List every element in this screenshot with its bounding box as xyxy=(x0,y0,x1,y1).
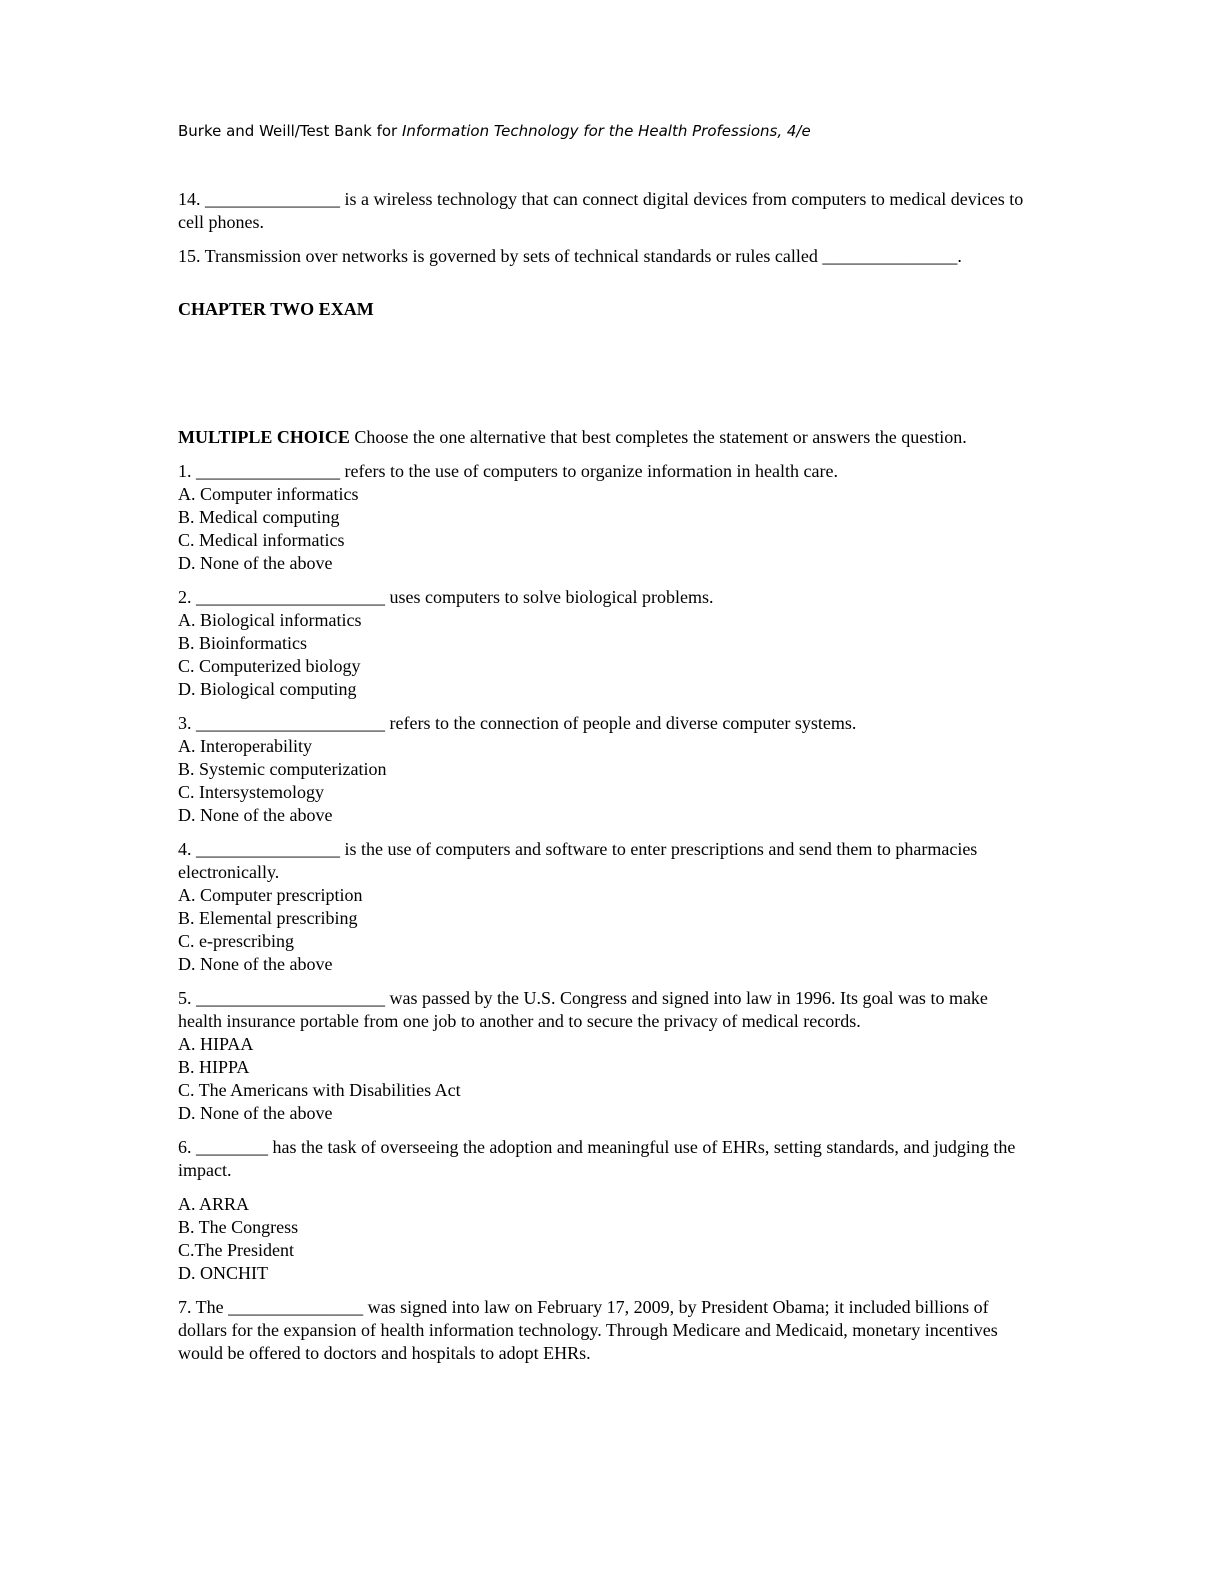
section-heading xyxy=(178,426,1034,449)
answer-option: D. Biological computing xyxy=(178,679,357,699)
answer-option: B. Medical computing xyxy=(178,507,340,527)
chapter-title: CHAPTER TWO EXAM xyxy=(178,299,374,319)
answer-option: C. The Americans with Disabilities Act xyxy=(178,1080,461,1100)
answer-option: A. Interoperability xyxy=(178,736,312,756)
question-stem: 7. The _______________ was signed into law on February 17, 2009, by President Obama; it included billions of dollars for the expansion of health information technology. Through Medicare and Medicaid, monetary incentives would be offered to doctors and hospitals to adopt EHRs. xyxy=(178,1297,998,1363)
fill-in-question-14: 14. _______________ is a wireless technology that can connect digital devices from computers to medical devices to cell phones. xyxy=(178,189,1024,232)
question-6 xyxy=(178,1136,1034,1285)
question-4 xyxy=(178,838,1034,976)
answer-option: A. Computer prescription xyxy=(178,885,363,905)
header-book-title: Information Technology for the Health Professions, 4/e xyxy=(401,122,811,140)
question-3 xyxy=(178,712,1034,827)
answer-option: A. ARRA xyxy=(178,1194,250,1214)
answer-option: B. Elemental prescribing xyxy=(178,908,358,928)
question-2 xyxy=(178,586,1034,701)
question-7 xyxy=(178,1296,1034,1365)
question-stem: 4. ________________ is the use of computers and software to enter prescriptions and send them to pharmacies electronically. xyxy=(178,839,978,882)
answer-option: C.The President xyxy=(178,1240,294,1260)
answer-option: B. HIPPA xyxy=(178,1057,250,1077)
answer-option: D. None of the above xyxy=(178,553,333,573)
answer-option: A. HIPAA xyxy=(178,1034,254,1054)
header-prefix: Burke and Weill/Test Bank for xyxy=(178,122,402,140)
answer-option: D. None of the above xyxy=(178,1103,333,1123)
answer-option: B. The Congress xyxy=(178,1217,299,1237)
question-stem: 6. ________ has the task of overseeing the adoption and meaningful use of EHRs, setting standards, and judging the impact. xyxy=(178,1137,1016,1180)
answer-option: D. ONCHIT xyxy=(178,1263,268,1283)
answer-option: D. None of the above xyxy=(178,954,333,974)
answer-option: C. Computerized biology xyxy=(178,656,361,676)
section-instruction: Choose the one alternative that best completes the statement or answers the question. xyxy=(349,427,967,447)
document-body xyxy=(178,188,1034,1376)
question-stem: 5. _____________________ was passed by the U.S. Congress and signed into law in 1996. Its goal was to make health insurance portable from one job to another and to secure the privacy of medical records. xyxy=(178,988,988,1031)
answer-option: B. Bioinformatics xyxy=(178,633,307,653)
question-1 xyxy=(178,460,1034,575)
answer-option: C. Medical informatics xyxy=(178,530,345,550)
section-label: MULTIPLE CHOICE xyxy=(178,427,350,447)
question-stem: 2. _____________________ uses computers to solve biological problems. xyxy=(178,587,714,607)
question-stem: 3. _____________________ refers to the connection of people and diverse computer systems. xyxy=(178,713,857,733)
answer-option: C. e-prescribing xyxy=(178,931,294,951)
answer-option: D. None of the above xyxy=(178,805,333,825)
answer-option: C. Intersystemology xyxy=(178,782,324,802)
multiple-choice-section xyxy=(178,426,1034,1365)
question-5 xyxy=(178,987,1034,1125)
question-stem: 1. ________________ refers to the use of computers to organize information in health care. xyxy=(178,461,838,481)
fill-in-question-15: 15. Transmission over networks is governed by sets of technical standards or rules called _______________. xyxy=(178,246,962,266)
answer-option: A. Computer informatics xyxy=(178,484,359,504)
answer-option: A. Biological informatics xyxy=(178,610,362,630)
running-header xyxy=(178,122,811,140)
answer-option: B. Systemic computerization xyxy=(178,759,387,779)
